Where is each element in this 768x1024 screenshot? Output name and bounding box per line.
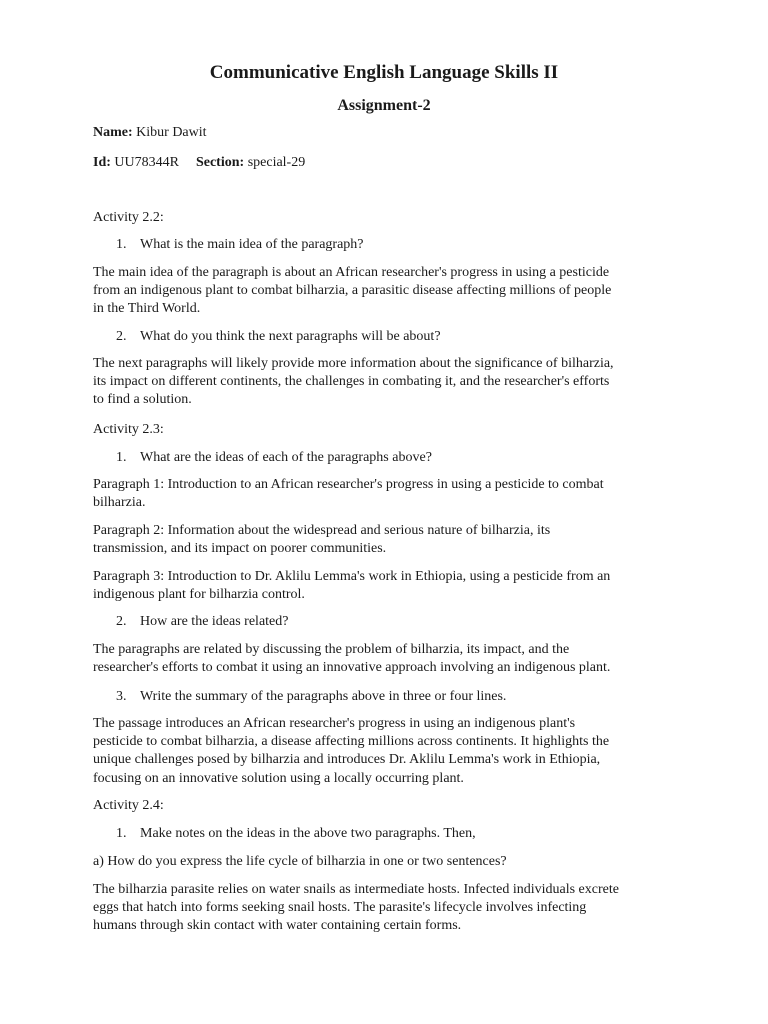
question-text: How are the ideas related?	[140, 614, 289, 629]
question-number: 2.	[116, 614, 127, 629]
section-value: special-29	[247, 155, 306, 170]
question-number: 2.	[116, 329, 127, 344]
section-label: Section:	[195, 155, 245, 170]
answer-line: transmission, and its impact on poorer communities.	[93, 541, 387, 557]
activity-2-4-heading: Activity 2.4:	[93, 798, 164, 813]
answer-line: in the Third World.	[93, 301, 201, 317]
answer-paragraph	[93, 355, 683, 410]
activity-2-2-heading: Activity 2.2:	[93, 210, 164, 225]
paragraph-3-idea	[93, 568, 683, 604]
question-text: What are the ideas of each of the paragraphs above?	[140, 450, 432, 465]
question-number: 3.	[116, 689, 127, 704]
answer-line: unique challenges posed by bilharzia and introduces Dr. Aklilu Lemma's work in Ethiopia,	[93, 752, 601, 768]
answer-line: its impact on different continents, the challenges in combating it, and the researcher's efforts	[93, 374, 610, 390]
question-item	[116, 688, 506, 706]
answer-line: humans through skin contact with water containing certain forms.	[93, 918, 462, 934]
name-value: Kibur Dawit	[136, 125, 207, 140]
answer-line: The passage introduces an African researcher's progress in using an indigenous plant's	[93, 716, 576, 731]
answer-line: eggs that hatch into forms seeking snail hosts. The parasite's lifecycle involves infecting	[93, 900, 587, 916]
sub-question-a: a) How do you express the life cycle of bilharzia in one or two sentences?	[93, 854, 507, 869]
name-label: Name:	[93, 125, 133, 140]
paragraph-2-idea	[93, 522, 683, 558]
answer-line: The bilharzia parasite relies on water snails as intermediate hosts. Infected individuals excrete	[93, 882, 619, 897]
answer-line: to find a solution.	[93, 392, 192, 408]
answer-paragraph	[93, 264, 683, 319]
question-text: Make notes on the ideas in the above two paragraphs. Then,	[140, 826, 476, 841]
answer-line: focusing on an innovative solution using a locally occurring plant.	[93, 770, 464, 786]
question-text: What is the main idea of the paragraph?	[140, 237, 364, 252]
question-number: 1.	[116, 826, 127, 841]
question-text: Write the summary of the paragraphs above in three or four lines.	[140, 689, 507, 704]
id-value: UU78344R	[114, 155, 179, 170]
answer-line: bilharzia.	[93, 495, 146, 511]
summary-paragraph	[93, 715, 683, 788]
question-text: What do you think the next paragraphs will be about?	[140, 329, 441, 344]
answer-line: from an indigenous plant to combat bilharzia, a parasitic disease affecting millions of people	[93, 283, 612, 299]
answer-line: researcher's efforts to combat it using an innovative approach involving an indigenous plant.	[93, 660, 611, 676]
document-title: Communicative English Language Skills II	[209, 62, 559, 83]
answer-line: The paragraphs are related by discussing the problem of bilharzia, its impact, and the	[93, 642, 570, 657]
answer-line: The next paragraphs will likely provide more information about the significance of bilharzia,	[93, 356, 614, 371]
assignment-subtitle: Assignment-2	[337, 97, 431, 114]
answer-paragraph	[93, 641, 683, 677]
answer-line: Paragraph 2: Information about the widespread and serious nature of bilharzia, its	[93, 523, 551, 538]
answer-line: indigenous plant for bilharzia control.	[93, 587, 305, 603]
answer-line: Paragraph 1: Introduction to an African researcher's progress in using a pesticide to combat	[93, 477, 604, 492]
question-item	[116, 449, 432, 467]
activity-2-3-heading: Activity 2.3:	[93, 422, 164, 437]
question-number: 1.	[116, 450, 127, 465]
paragraph-1-idea	[93, 476, 683, 512]
answer-line: The main idea of the paragraph is about an African researcher's progress in using a pesticide	[93, 265, 610, 280]
question-item	[116, 613, 288, 631]
id-section-line	[93, 154, 683, 172]
answer-line: Paragraph 3: Introduction to Dr. Aklilu Lemma's work in Ethiopia, using a pesticide from an	[93, 569, 611, 584]
question-item	[116, 825, 476, 843]
question-number: 1.	[116, 237, 127, 252]
question-item	[116, 236, 364, 254]
name-line	[93, 124, 683, 142]
question-item	[116, 328, 441, 346]
answer-line: pesticide to combat bilharzia, a disease affecting millions across continents. It highlights the	[93, 734, 610, 750]
id-label: Id:	[93, 155, 111, 170]
answer-paragraph	[93, 881, 683, 936]
